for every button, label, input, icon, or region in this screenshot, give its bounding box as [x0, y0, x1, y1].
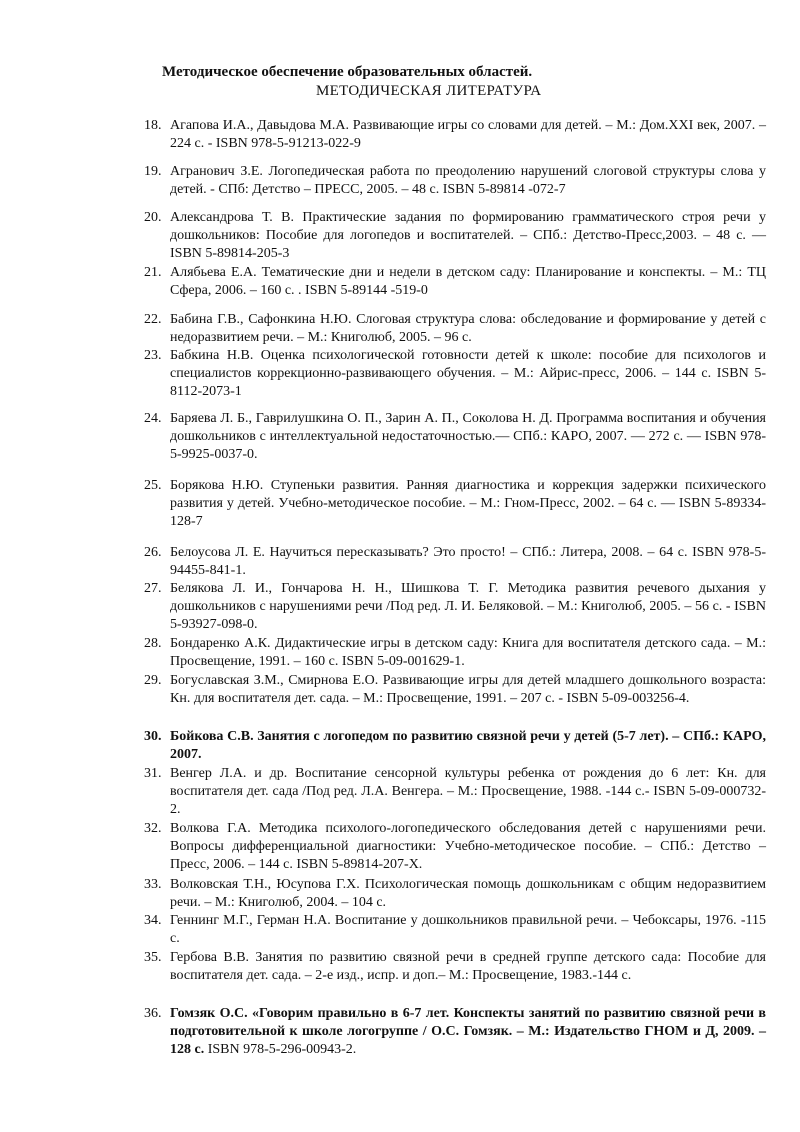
bibliography-entry	[144, 635, 766, 671]
entry-text: Бабкина Н.В. Оценка психологической готовности детей к школе: пособие для психологов и специалистов коррекционно-развивающего обучения. – М.: Айрис-пресс, 2006. – 144 с. ISBN 5-8112-2073-1	[170, 348, 766, 399]
entry-text: Волкова Г.А. Методика психолого-логопедического обследования детей с нарушениями речи. Вопросы дифференциальной диагностики: Учебно-методическое пособие. – СПб.: Детство – Пресс, 2006. – 144 с. ISBN 5-89814-207-Х.	[170, 821, 766, 872]
entry-number: 36.	[144, 1006, 162, 1021]
entry-text: Гербова В.В. Занятия по развитию связной речи в средней группе детского сада: Пособие для воспитателя дет. сада. – 2-е изд., испр. и доп.– М.: Просвещение, 1983.-144 с.	[170, 950, 766, 983]
entry-number: 28.	[144, 636, 162, 651]
bibliography-entry	[144, 163, 766, 199]
entry-number: 21.	[144, 265, 162, 280]
entry-number: 25.	[144, 478, 162, 493]
entry-number: 31.	[144, 766, 162, 781]
entry-number: 30.	[144, 729, 162, 744]
section-heading: Методическое обеспечение образовательных областей.	[162, 64, 533, 80]
bibliography-entry	[144, 765, 766, 819]
bibliography-entry	[144, 672, 766, 708]
bibliography-entry	[144, 264, 766, 300]
entry-text: Баряева Л. Б., Гаврилушкина О. П., Зарин А. П., Соколова Н. Д. Программа воспитания и обучения дошкольников с интеллектуальной недостаточностью.— СПб.: КАРО, 2007. — 272 с. — ISBN 978-5-9925-0037-0.	[170, 411, 766, 462]
entry-text: Волковская Т.Н., Юсупова Г.Х. Психологическая помощь дошкольникам с общим недоразвитием речи. – М.: Книголюб, 2004. – 104 с.	[170, 877, 766, 910]
entry-lead-bold: Гомзяк О.С. «Говорим правильно в 6-7 лет. Конспекты занятий по развитию связной речи в подготовительной к школе логогруппе / О.С. Гомзяк. – М.: Издательство ГНОМ и Д, 2009. – 128 с.	[170, 1006, 766, 1057]
entry-number: 33.	[144, 877, 162, 892]
entry-number: 32.	[144, 821, 162, 836]
entry-number: 29.	[144, 673, 162, 688]
entry-text: Венгер Л.А. и др. Воспитание сенсорной культуры ребенка от рождения до 6 лет: Кн. для воспитателя дет. сада /Под ред. Л.А. Венгера. – М.: Просвещение, 1988. -144 с.- ISBN 5-09-000732-2.	[170, 766, 766, 817]
entry-text: Агранович З.Е. Логопедическая работа по преодолению нарушений слоговой структуры слова у детей. - СПб: Детство – ПРЕСС, 2005. – 48 с. ISBN 5-89814 -072-7	[170, 164, 766, 197]
entry-isbn: ISBN 978-5-296-00943-2.	[204, 1042, 357, 1057]
bibliography-entry	[144, 477, 766, 531]
entry-number: 24.	[144, 411, 162, 426]
bibliography-entry	[144, 410, 766, 464]
entry-text: Белоусова Л. Е. Научиться пересказывать? Это просто! – СПб.: Литера, 2008. – 64 с. ISBN 978-5-94455-841-1.	[170, 545, 766, 578]
bibliography-entry	[144, 209, 766, 263]
entry-number: 26.	[144, 545, 162, 560]
entry-text: Бабина Г.В., Сафонкина Н.Ю. Слоговая структура слова: обследование и формирование у детей с недоразвитием речи. – М.: Книголюб, 2005. – 96 с.	[170, 312, 766, 345]
entry-text: Геннинг М.Г., Герман Н.А. Воспитание у дошкольников правильной речи. – Чебоксары, 1976. -115 с.	[170, 913, 766, 946]
bibliography-entry	[144, 347, 766, 401]
section-subheading: МЕТОДИЧЕСКАЯ ЛИТЕРАТУРА	[316, 83, 542, 99]
entry-text: Бойкова С.В. Занятия с логопедом по развитию связной речи у детей (5-7 лет). – СПб.: КАРО, 2007.	[170, 729, 766, 762]
bibliography-entry	[144, 912, 766, 948]
bibliography-entry	[144, 580, 766, 634]
bibliography-entry	[144, 311, 766, 347]
entry-number: 18.	[144, 118, 162, 133]
entry-number: 22.	[144, 312, 162, 327]
entry-text: Бондаренко А.К. Дидактические игры в детском саду: Книга для воспитателя детского сада. – М.: Просвещение, 1991. – 160 с. ISBN 5-09-001629-1.	[170, 636, 766, 669]
bibliography-entry	[144, 820, 766, 874]
bibliography-entry	[144, 544, 766, 580]
entry-number: 27.	[144, 581, 162, 596]
entry-text: Борякова Н.Ю. Ступеньки развития. Ранняя диагностика и коррекция задержки психического развития у детей. Учебно-методическое пособие. – М.: Гном-Пресс, 2002. – 64 с. — ISBN 5-89334-128-7	[170, 478, 766, 529]
entry-number: 34.	[144, 913, 162, 928]
entry-text: Александрова Т. В. Практические задания по формированию грамматического строя речи у дошкольников: Пособие для логопедов и воспитателей. – СПб.: Детство-Пресс,2003. – 48 с. — ISBN 5-89814-205-3	[170, 210, 766, 261]
entry-number: 35.	[144, 950, 162, 965]
entry-text: Алябьева Е.А. Тематические дни и недели в детском саду: Планирование и конспекты. – М.: ТЦ Сфера, 2006. – 160 с. . ISBN 5-89144 -519-0	[170, 265, 766, 298]
entry-text: Белякова Л. И., Гончарова Н. Н., Шишкова Т. Г. Методика развития речевого дыхания у дошкольников с нарушениями речи /Под ред. Л. И. Беляковой. – М.: Книголюб, 2005. – 56 с. - ISBN 5-93927-098-0.	[170, 581, 766, 632]
bibliography-entry	[144, 876, 766, 912]
bibliography-entry	[144, 949, 766, 985]
entry-text: Богуславская З.М., Смирнова Е.О. Развивающие игры для детей младшего дошкольного возраста: Кн. для воспитателя дет. сада. – М.: Просвещение, 1991. – 207 с. - ISBN 5-09-003256-4.	[170, 673, 766, 706]
entry-number: 19.	[144, 164, 162, 179]
entry-number: 23.	[144, 348, 162, 363]
entry-text: Агапова И.А., Давыдова М.А. Развивающие игры со словами для детей. – М.: Дом.XXI век, 2007. – 224 с. - ISBN 978-5-91213-022-9	[170, 118, 766, 151]
entry-text	[170, 1005, 766, 1059]
bibliography-entry	[144, 1005, 766, 1059]
bibliography-entry-bold	[144, 728, 766, 764]
bibliography-entry	[144, 117, 766, 153]
entry-number: 20.	[144, 210, 162, 225]
